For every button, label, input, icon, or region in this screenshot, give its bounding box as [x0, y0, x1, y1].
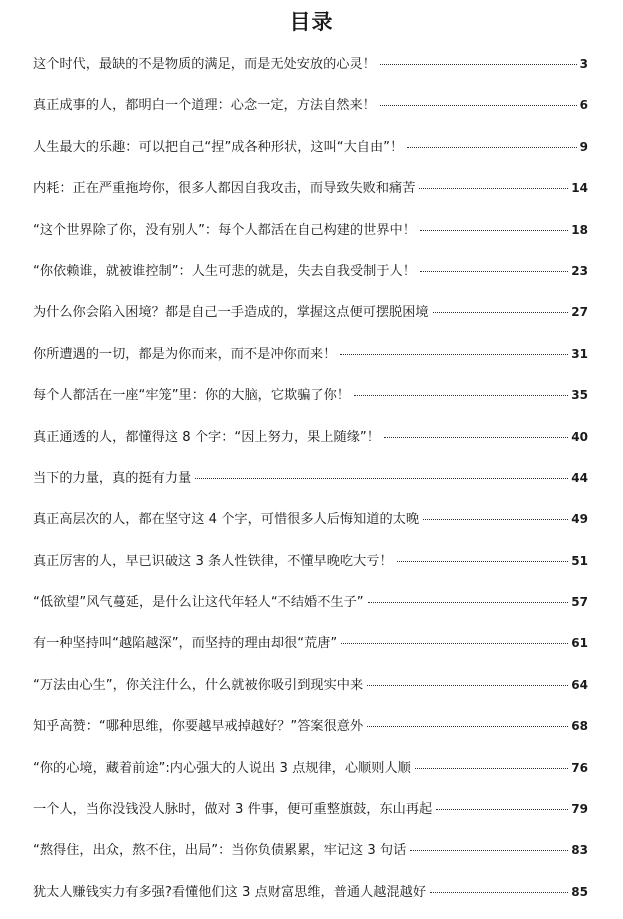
- toc-entry[interactable]: [33, 174, 588, 215]
- toc-page-number: 31: [571, 346, 588, 361]
- toc-entry-title: 你所遭遇的一切，都是为你而来，而不是冲你而来！: [33, 346, 337, 362]
- toc-entry-title: 人生最大的乐趣：可以把自己“捏”成各种形状，这叫“大自由”！: [33, 139, 404, 155]
- toc-page-number: 76: [571, 760, 588, 775]
- toc-entry-title: 有一种坚持叫“越陷越深”，而坚持的理由却很“荒唐”: [33, 636, 338, 652]
- toc-dot-leader: [423, 519, 568, 520]
- toc-entry-title: “熬得住，出众，熬不住，出局”：当你负债累累，牢记这 3 句话: [33, 843, 407, 859]
- toc-page-number: 18: [571, 222, 588, 237]
- toc-dot-leader: [367, 685, 568, 686]
- toc-dot-leader: [420, 271, 568, 272]
- toc-page-number: 83: [571, 843, 588, 858]
- toc-entry-title: “低欲望”风气蔓延，是什么让这代年轻人“不结婚不生子”: [33, 595, 364, 611]
- toc-entry-title: 内耗：正在严重拖垮你，很多人都因自我攻击，而导致失败和痛苦: [33, 181, 416, 197]
- toc-page-number: 61: [571, 636, 588, 651]
- toc-entry[interactable]: [33, 381, 588, 422]
- toc-page-number: 3: [579, 57, 588, 71]
- toc-entry-title: “这个世界除了你，没有别人”：每个人都活在自己构建的世界中！: [33, 222, 416, 238]
- toc-page-number: 51: [571, 553, 588, 568]
- toc-entry[interactable]: [33, 340, 588, 381]
- toc-page-number: 85: [571, 884, 588, 899]
- toc-page-number: 23: [571, 263, 588, 278]
- toc-entry-title: 真正高层次的人，都在坚守这 4 个字，可惜很多人后悔知道的太晚: [33, 512, 420, 528]
- toc-page-number: 49: [571, 512, 588, 527]
- toc-entry-title: 当下的力量，真的挺有力量: [33, 470, 192, 486]
- toc-page-number: 35: [571, 388, 588, 403]
- toc-entry[interactable]: [33, 671, 588, 712]
- toc-dot-leader: [433, 312, 569, 313]
- toc-entry[interactable]: [33, 133, 588, 174]
- toc-list: [33, 50, 588, 919]
- toc-page-number: 57: [571, 595, 588, 610]
- toc-dot-leader: [367, 726, 568, 727]
- toc-dot-leader: [397, 561, 569, 562]
- toc-entry-title: 知乎高赞：“哪种思维，你要越早戒掉越好？”答案很意外: [33, 719, 364, 735]
- toc-entry[interactable]: [33, 257, 588, 298]
- toc-entry[interactable]: [33, 588, 588, 629]
- toc-page-number: 68: [571, 719, 588, 734]
- toc-entry-title: “你的心境，藏着前途”:内心强大的人说出 3 点规律，心顺则人顺: [33, 760, 411, 776]
- toc-entry[interactable]: [33, 298, 588, 339]
- toc-entry[interactable]: [33, 423, 588, 464]
- toc-dot-leader: [419, 188, 568, 189]
- toc-entry[interactable]: [33, 836, 588, 877]
- toc-page-number: 6: [579, 98, 588, 113]
- toc-dot-leader: [380, 105, 577, 106]
- toc-entry[interactable]: [33, 629, 588, 670]
- toc-dot-leader: [380, 64, 577, 65]
- toc-entry-title: 一个人，当你没钱没人脉时，做对 3 件事，便可重整旗鼓，东山再起: [33, 802, 433, 818]
- toc-dot-leader: [420, 230, 568, 231]
- toc-dot-leader: [368, 602, 569, 603]
- toc-entry-title: “万法由心生”，你关注什么，什么就被你吸引到现实中来: [33, 677, 364, 693]
- toc-page-number: 79: [571, 802, 588, 817]
- toc-entry[interactable]: [33, 878, 588, 919]
- toc-entry[interactable]: [33, 712, 588, 753]
- toc-dot-leader: [436, 809, 568, 810]
- toc-entry[interactable]: [33, 754, 588, 795]
- toc-entry[interactable]: [33, 795, 588, 836]
- toc-dot-leader: [340, 354, 568, 355]
- toc-dot-leader: [407, 147, 576, 148]
- toc-entry-title: 为什么你会陷入困境？都是自己一手造成的，掌握这点便可摆脱困境: [33, 305, 429, 321]
- toc-entry[interactable]: [33, 464, 588, 505]
- toc-page-number: 64: [571, 677, 588, 692]
- toc-page-number: 40: [571, 429, 588, 444]
- toc-entry[interactable]: [33, 50, 588, 91]
- toc-dot-leader: [430, 892, 568, 893]
- toc-entry[interactable]: [33, 216, 588, 257]
- toc-dot-leader: [410, 850, 568, 851]
- toc-dot-leader: [341, 643, 568, 644]
- toc-dot-leader: [195, 478, 568, 479]
- toc-page-number: 44: [571, 470, 588, 485]
- toc-page-number: 14: [571, 181, 588, 196]
- toc-dot-leader: [354, 395, 568, 396]
- toc-page-number: 27: [571, 305, 588, 320]
- toc-entry[interactable]: [33, 547, 588, 588]
- toc-entry-title: 犹太人赚钱实力有多强?看懂他们这 3 点财富思维，普通人越混越好: [33, 884, 427, 900]
- toc-entry-title: 这个时代，最缺的不是物质的满足，而是无处安放的心灵！: [33, 57, 376, 72]
- toc-page-number: 9: [579, 139, 588, 154]
- toc-entry[interactable]: [33, 91, 588, 132]
- toc-entry[interactable]: [33, 505, 588, 546]
- toc-entry-title: 每个人都活在一座“牢笼”里：你的大脑，它欺骗了你！: [33, 388, 350, 404]
- toc-entry-title: 真正成事的人，都明白一个道理：心念一定，方法自然来！: [33, 98, 376, 114]
- toc-dot-leader: [415, 768, 569, 769]
- toc-title: 目录: [289, 10, 334, 34]
- toc-entry-title: “你依赖谁，就被谁控制”：人生可悲的就是，失去自我受制于人！: [33, 263, 416, 279]
- toc-entry-title: 真正通透的人，都懂得这 8 个字：“因上努力，果上随缘”！: [33, 429, 380, 445]
- toc-entry-title: 真正厉害的人，早已识破这 3 条人性铁律，不懂早晚吃大亏！: [33, 553, 393, 569]
- toc-dot-leader: [384, 437, 568, 438]
